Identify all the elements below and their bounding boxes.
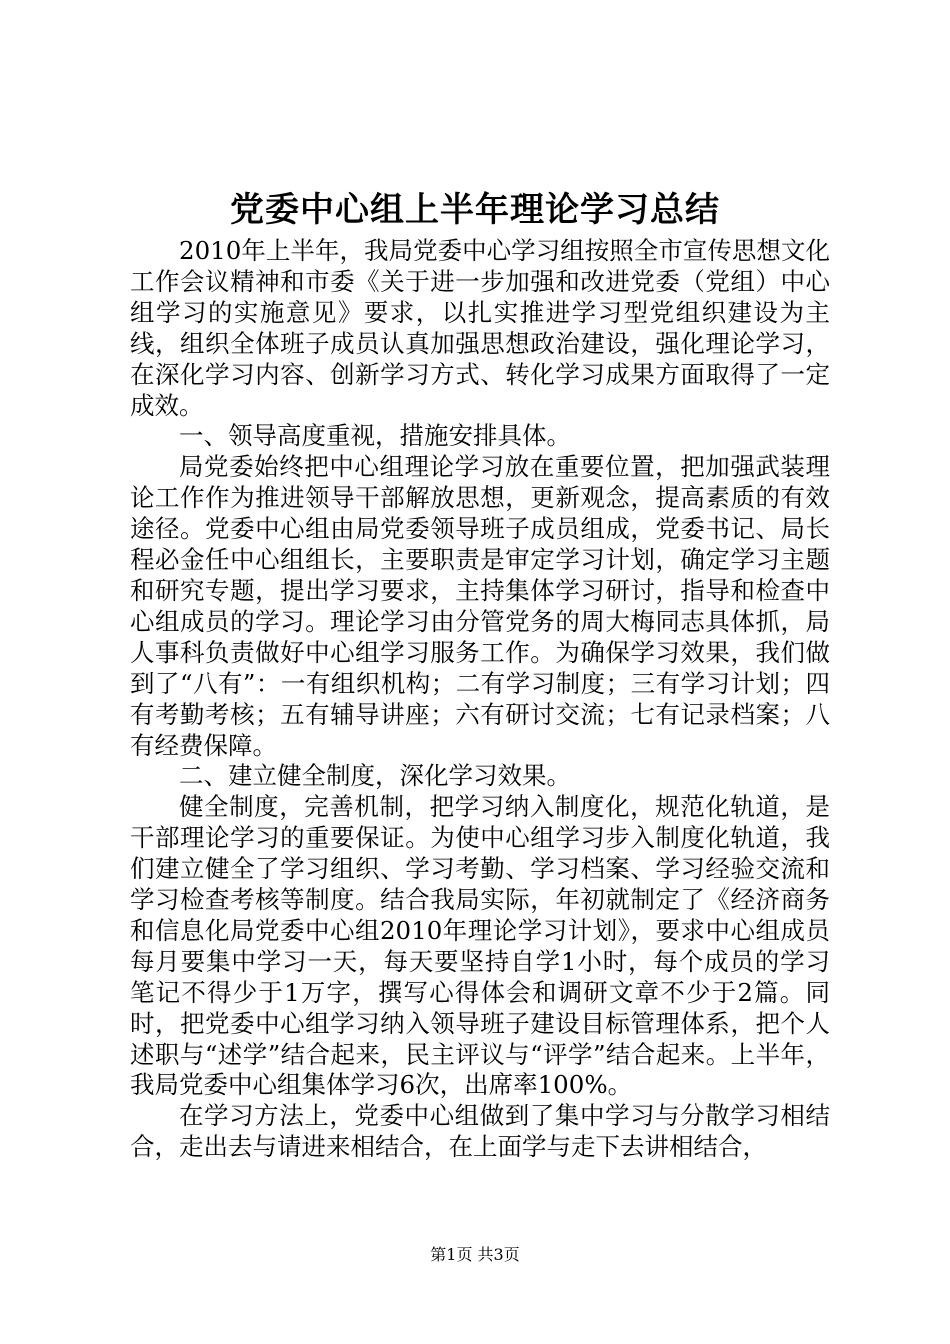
paragraph-section-2: 健全制度，完善机制，把学习纳入制度化，规范化轨道，是干部理论学习的重要保证。为使中心组学习步入制度化轨道，我们建立健全了学习组织、学习考勤、学习档案、学习经验交流和学习检查考核等制度。结合我局实际，年初就制定了《经济商务和信息化局党委中心组2010年理论学习计划》，要求中心组成员每月要集中学习一天，每天要坚持自学1小时，每个成员的学习笔记不得少于1万字，撰写心得体会和调研文章不少于2篇。同时，把党委中心组学习纳入领导班子建设目标管理体系，把个人述职与“述学”结合起来，民主评议与“评学”结合起来。上半年，我局党委中心组集体学习6次，出席率100%。: [130, 792, 830, 1100]
document-body: [130, 236, 830, 1163]
page-number-footer: 第1页 共3页: [430, 1245, 520, 1264]
paragraph-study-methods: 在学习方法上，党委中心组做到了集中学习与分散学习相结合，走出去与请进来相结合，在上面学与走下去讲相结合，: [130, 1101, 830, 1162]
section-heading-2: 二、建立健全制度，深化学习效果。: [179, 761, 571, 791]
document-title: 党委中心组上半年理论学习总结: [230, 190, 720, 230]
paragraph-section-1: 局党委始终把中心组理论学习放在重要位置，把加强武装理论工作作为推进领导干部解放思想，更新观念，提高素质的有效途径。党委中心组由局党委领导班子成员组成，党委书记、局长程必金任中心组组长，主要职责是审定学习计划，确定学习主题和研究专题，提出学习要求，主持集体学习研讨，指导和检查中心组成员的学习。理论学习由分管党务的周大梅同志具体抓，局人事科负责做好中心组学习服务工作。为确保学习效果，我们做到了“八有”：一有组织机构；二有学习制度；三有学习计划；四有考勤考核；五有辅导讲座；六有研讨交流；七有记录档案；八有经费保障。: [130, 452, 830, 760]
paragraph-intro: 2010年上半年，我局党委中心学习组按照全市宣传思想文化工作会议精神和市委《关于进一步加强和改进党委（党组）中心组学习的实施意见》要求，以扎实推进学习型党组织建设为主线，组织全体班子成员认真加强思想政治建设，强化理论学习，在深化学习内容、创新学习方式、转化学习成果方面取得了一定成效。: [130, 236, 830, 420]
section-heading-1: 一、领导高度重视，措施安排具体。: [179, 421, 571, 451]
